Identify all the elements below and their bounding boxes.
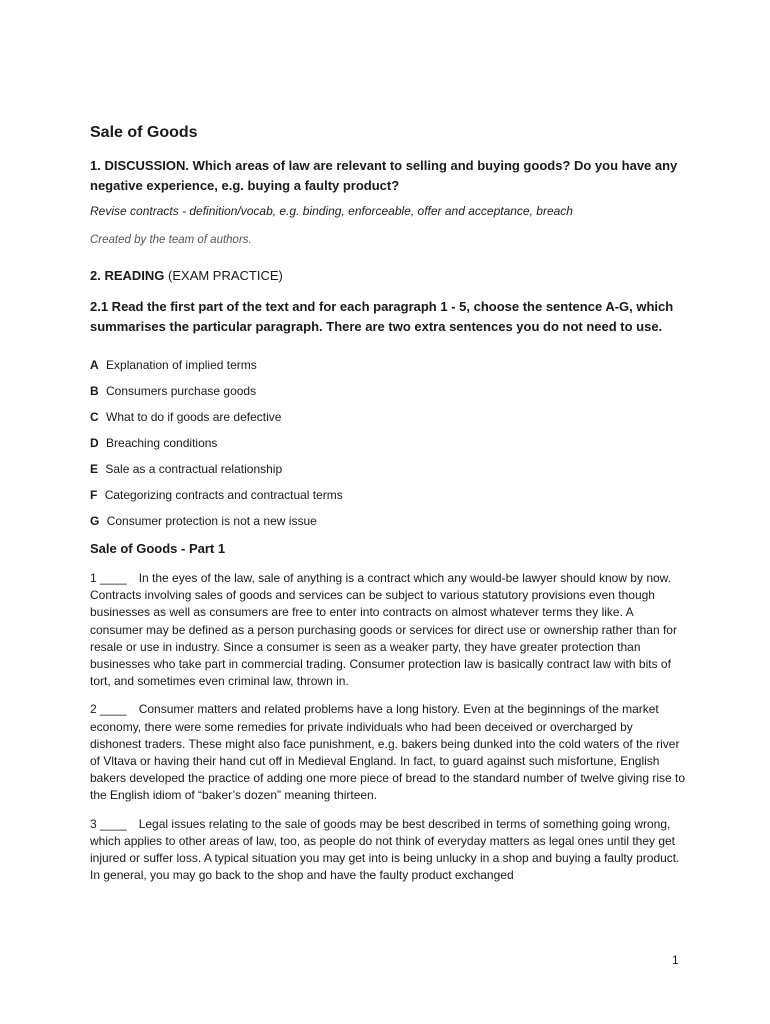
option-text: Consumers purchase goods [106, 384, 257, 398]
page-content [90, 124, 686, 895]
paragraph-2 [90, 701, 686, 804]
task-instruction: 2.1 Read the first part of the text and for each paragraph 1 - 5, choose the sentence A-G, which summarises the particular paragraph. There are two extra sentences you do not need to use. [90, 299, 674, 334]
paragraph-text: Legal issues relating to the sale of goods may be best described in terms of something going wrong, which applies to other areas of law, too, as people do not think of everyday matters as legal ones until they get injured or suffer loss. A typical situation you may get into is being unlucky in a shop and buying a faulty product. In general, you may go back to the shop and have the faulty product exchanged [90, 816, 680, 883]
part-title: Sale of Goods - Part 1 [90, 541, 226, 556]
paragraph-number: 3 ____ [90, 816, 127, 831]
option-text: What to do if goods are defective [106, 410, 282, 424]
option-text: Explanation of implied terms [106, 358, 257, 372]
document-title: Sale of Goods [90, 124, 198, 141]
option-letter: G [90, 514, 100, 528]
discussion-question: 1. DISCUSSION. Which areas of law are relevant to selling and buying goods? Do you have any negative experience, e.g. buying a faulty product? [90, 158, 678, 193]
reading-label: 2. READING [90, 268, 165, 283]
paragraph-text: In the eyes of the law, sale of anything is a contract which any would-be lawyer should know by now. Contracts involving sales of goods and services can be subject to various statutory provisions even though businesses as well as consumers are free to enter into contracts on almost whatever terms they like. A consumer may be defined as a person purchasing goods or services for direct use or ownership rather than for resale or use in industry. Since a consumer is seen as a weaker party, they have greater protection than businesses who take part in commercial trading. Consumer protection law is basically contract law with bits of tort, and sometimes even criminal law, thrown in. [90, 571, 677, 689]
option-letter: F [90, 488, 98, 502]
paragraph-1 [90, 570, 686, 690]
paragraph-number: 2 ____ [90, 702, 127, 717]
option-text: Categorizing contracts and contractual terms [104, 488, 343, 502]
option-c [90, 409, 686, 425]
option-f [90, 487, 686, 503]
reading-heading [90, 268, 686, 283]
option-e [90, 461, 686, 477]
page-number: 1 [672, 953, 679, 967]
option-b [90, 383, 686, 399]
option-d [90, 435, 686, 451]
option-letter: A [90, 358, 99, 372]
option-text: Sale as a contractual relationship [105, 462, 283, 476]
option-g [90, 513, 686, 529]
option-letter: C [90, 410, 99, 424]
reading-suffix: (EXAM PRACTICE) [164, 268, 283, 283]
option-text: Consumer protection is not a new issue [106, 514, 317, 528]
option-letter: B [90, 384, 99, 398]
option-letter: D [90, 436, 99, 450]
revise-note: Revise contracts - definition/vocab, e.g. binding, enforceable, offer and acceptance, breach [90, 204, 573, 218]
paragraph-text: Consumer matters and related problems have a long history. Even at the beginnings of the market economy, there were some remedies for private individuals who had been deceived or overcharged by dishonest traders. These might also face punishment, e.g. bakers being dunked into the cold waters of the river of Vltava or having their hand cut off in Medieval England. In fact, to guard against such misfortune, English bakers developed the practice of adding one more piece of bread to the standard number of twelve giving rise to the English idiom of “baker’s dozen” meaning thirteen. [90, 702, 686, 803]
options-list [90, 357, 686, 529]
paragraph-3 [90, 816, 686, 885]
option-letter: E [90, 462, 99, 476]
option-a [90, 357, 686, 373]
paragraph-number: 1 ____ [90, 571, 127, 585]
credit-line: Created by the team of authors. [90, 234, 252, 246]
option-text: Breaching conditions [106, 436, 218, 450]
